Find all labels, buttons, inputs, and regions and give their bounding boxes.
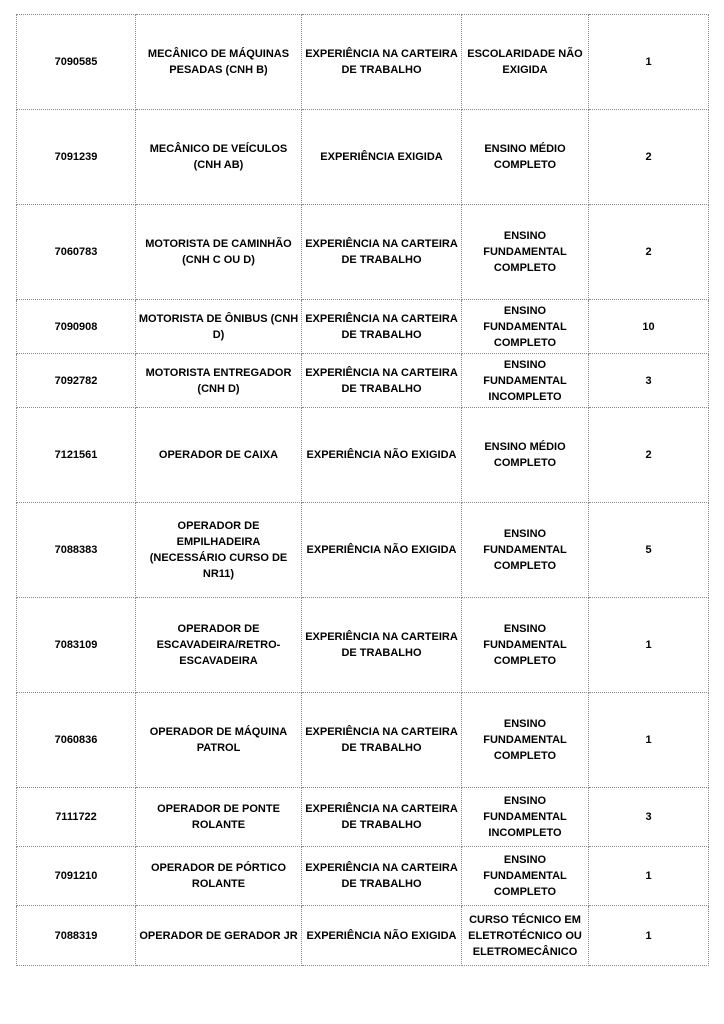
job-education: ESCOLARIDADE NÃO EXIGIDA	[462, 15, 589, 110]
job-code: 7092782	[17, 354, 136, 408]
job-vacancies: 1	[589, 906, 709, 966]
job-experience: EXPERIÊNCIA NÃO EXIGIDA	[302, 503, 462, 598]
job-education: ENSINO FUNDAMENTAL COMPLETO	[462, 205, 589, 300]
job-education: ENSINO FUNDAMENTAL COMPLETO	[462, 503, 589, 598]
job-role: MECÂNICO DE VEÍCULOS (CNH AB)	[136, 110, 302, 205]
job-code: 7088319	[17, 906, 136, 966]
job-role: OPERADOR DE PONTE ROLANTE	[136, 788, 302, 847]
table-row	[17, 788, 709, 847]
job-experience: EXPERIÊNCIA NA CARTEIRA DE TRABALHO	[302, 205, 462, 300]
job-code: 7091239	[17, 110, 136, 205]
table-row	[17, 205, 709, 300]
job-experience: EXPERIÊNCIA EXIGIDA	[302, 110, 462, 205]
job-education: ENSINO MÉDIO COMPLETO	[462, 110, 589, 205]
job-experience: EXPERIÊNCIA NA CARTEIRA DE TRABALHO	[302, 847, 462, 906]
job-code: 7060783	[17, 205, 136, 300]
table-row	[17, 598, 709, 693]
job-experience: EXPERIÊNCIA NÃO EXIGIDA	[302, 906, 462, 966]
job-education: ENSINO FUNDAMENTAL COMPLETO	[462, 300, 589, 354]
table-row	[17, 503, 709, 598]
job-education: ENSINO FUNDAMENTAL COMPLETO	[462, 847, 589, 906]
table-row	[17, 693, 709, 788]
table-row	[17, 408, 709, 503]
job-code: 7090908	[17, 300, 136, 354]
job-code: 7083109	[17, 598, 136, 693]
job-role: OPERADOR DE PÓRTICO ROLANTE	[136, 847, 302, 906]
job-role: MOTORISTA DE ÔNIBUS (CNH D)	[136, 300, 302, 354]
job-vacancies: 2	[589, 205, 709, 300]
job-experience: EXPERIÊNCIA NA CARTEIRA DE TRABALHO	[302, 788, 462, 847]
job-vacancies: 10	[589, 300, 709, 354]
table-row	[17, 300, 709, 354]
job-role: OPERADOR DE EMPILHADEIRA (NECESSÁRIO CURSO DE NR11)	[136, 503, 302, 598]
job-education: ENSINO FUNDAMENTAL INCOMPLETO	[462, 354, 589, 408]
job-vacancies: 1	[589, 598, 709, 693]
job-role: MECÂNICO DE MÁQUINAS PESADAS (CNH B)	[136, 15, 302, 110]
table-row	[17, 110, 709, 205]
job-vacancies: 3	[589, 354, 709, 408]
table-row	[17, 906, 709, 966]
job-vacancies: 1	[589, 15, 709, 110]
job-code: 7121561	[17, 408, 136, 503]
job-education: CURSO TÉCNICO EM ELETROTÉCNICO OU ELETROMECÂNICO	[462, 906, 589, 966]
job-experience: EXPERIÊNCIA NÃO EXIGIDA	[302, 408, 462, 503]
job-role: MOTORISTA ENTREGADOR (CNH D)	[136, 354, 302, 408]
job-role: OPERADOR DE CAIXA	[136, 408, 302, 503]
table-row	[17, 847, 709, 906]
job-experience: EXPERIÊNCIA NA CARTEIRA DE TRABALHO	[302, 300, 462, 354]
job-vacancies: 3	[589, 788, 709, 847]
table-row	[17, 15, 709, 110]
job-vacancies: 2	[589, 408, 709, 503]
job-vacancies: 5	[589, 503, 709, 598]
job-role: OPERADOR DE ESCAVADEIRA/RETRO-ESCAVADEIRA	[136, 598, 302, 693]
job-code: 7090585	[17, 15, 136, 110]
job-education: ENSINO FUNDAMENTAL INCOMPLETO	[462, 788, 589, 847]
job-vacancies-table	[16, 14, 709, 966]
job-education: ENSINO FUNDAMENTAL COMPLETO	[462, 598, 589, 693]
job-role: OPERADOR DE MÁQUINA PATROL	[136, 693, 302, 788]
job-role: MOTORISTA DE CAMINHÃO (CNH C OU D)	[136, 205, 302, 300]
job-vacancies: 1	[589, 693, 709, 788]
job-experience: EXPERIÊNCIA NA CARTEIRA DE TRABALHO	[302, 693, 462, 788]
job-role: OPERADOR DE GERADOR JR	[136, 906, 302, 966]
job-education: ENSINO MÉDIO COMPLETO	[462, 408, 589, 503]
job-code: 7091210	[17, 847, 136, 906]
job-code: 7111722	[17, 788, 136, 847]
job-vacancies: 1	[589, 847, 709, 906]
job-experience: EXPERIÊNCIA NA CARTEIRA DE TRABALHO	[302, 598, 462, 693]
job-education: ENSINO FUNDAMENTAL COMPLETO	[462, 693, 589, 788]
job-experience: EXPERIÊNCIA NA CARTEIRA DE TRABALHO	[302, 15, 462, 110]
job-experience: EXPERIÊNCIA NA CARTEIRA DE TRABALHO	[302, 354, 462, 408]
table-row	[17, 354, 709, 408]
job-vacancies: 2	[589, 110, 709, 205]
job-code: 7060836	[17, 693, 136, 788]
job-code: 7088383	[17, 503, 136, 598]
